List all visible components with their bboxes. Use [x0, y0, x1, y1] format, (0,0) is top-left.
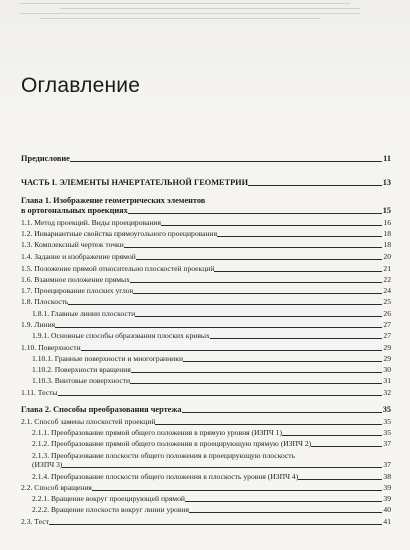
toc-entry-title: 1.4. Задание и изображение прямой: [21, 252, 136, 261]
toc-entry-page: 22: [383, 275, 391, 284]
toc-entry-page: 26: [383, 309, 391, 318]
leader-line: [248, 185, 382, 186]
toc-entry-title: в ортогональных проекциях: [21, 206, 128, 215]
toc-entry-title: 1.10.2. Поверхности вращения: [32, 365, 131, 374]
toc-entry-preface[interactable]: [21, 154, 391, 163]
toc-entry-title: 2.1.1. Преобразование прямой общего положения в прямую уровня (ИЗПЧ 1): [32, 428, 282, 437]
leader-line: [92, 490, 382, 491]
toc-entry-page: 30: [383, 365, 391, 374]
toc-entry[interactable]: [21, 218, 391, 227]
leader-line: [189, 512, 382, 513]
toc-entry[interactable]: [32, 439, 391, 448]
toc-entry-page: 15: [382, 206, 391, 215]
toc-entry[interactable]: [21, 252, 391, 261]
toc-entry-title: 1.11. Тесты: [21, 388, 58, 397]
toc-entry-part-1[interactable]: [21, 178, 391, 187]
toc-entry-page: 32: [383, 388, 391, 397]
toc-entry-title: 1.3. Комплексный чертеж точки: [21, 240, 124, 249]
toc-entry-page: 27: [383, 331, 391, 340]
toc-entry[interactable]: [32, 376, 391, 385]
toc-entry[interactable]: [21, 275, 391, 284]
leader-line: [130, 383, 382, 384]
toc-entry[interactable]: [32, 354, 391, 363]
toc-entry[interactable]: [32, 505, 391, 514]
toc-entry[interactable]: [21, 388, 391, 397]
toc-entry-chapter-1[interactable]: [21, 206, 391, 215]
leader-line: [131, 372, 383, 373]
toc-entry-title: 1.1. Метод проекций. Виды проецирования: [21, 218, 161, 227]
leader-line: [155, 424, 382, 425]
toc-entry-page: 16: [383, 218, 391, 227]
toc-entry-page: 29: [383, 354, 391, 363]
leader-line: [183, 361, 382, 362]
toc-entry-page: 24: [383, 286, 391, 295]
toc-entry-line1: 2.1.3. Преобразование плоскости общего положения в проецирующую плоскость: [32, 451, 296, 460]
leader-line: [282, 435, 382, 436]
leader-line: [70, 161, 382, 162]
toc-entry-page: 35: [383, 417, 391, 426]
toc-entry-title: 1.9. Линия: [21, 320, 56, 329]
leader-line: [214, 271, 382, 272]
toc-entry[interactable]: [21, 229, 391, 238]
leader-line: [81, 350, 383, 351]
leader-line: [136, 259, 383, 260]
leader-line: [311, 446, 382, 447]
toc-entry-chapter-2[interactable]: [21, 405, 391, 414]
leader-line: [49, 524, 383, 525]
toc-entry[interactable]: [32, 365, 391, 374]
toc-entry-title: 1.8.1. Главные линии плоскости: [32, 309, 136, 318]
toc-entry-page: 27: [383, 320, 391, 329]
toc-entry-page: 29: [383, 343, 391, 352]
leader-line: [55, 327, 382, 328]
toc-entry-title: 2.3. Тест: [21, 517, 49, 526]
toc-entry-page: 39: [383, 483, 391, 492]
leader-line: [161, 225, 382, 226]
toc-entry[interactable]: [21, 240, 391, 249]
toc-entry-title: 1.7. Проецирование плоских углов: [21, 286, 134, 295]
toc-entry-page: 20: [383, 252, 391, 261]
toc-entry[interactable]: [32, 460, 391, 469]
toc-entry-title: 2.2. Способ вращения: [21, 483, 92, 492]
toc-entry-title: 2.1. Способ замены плоскостей проекций: [21, 417, 156, 426]
toc-entry-page: 11: [383, 154, 391, 163]
toc-entry[interactable]: [21, 320, 391, 329]
leader-line: [298, 479, 382, 480]
toc-entry-title: 2.1.2. Преобразование прямой общего положения в проецирующую прямую (ИЗПЧ 2): [32, 439, 312, 448]
toc-entry-page: 25: [383, 297, 391, 306]
toc-entry-title: Глава 2. Способы преобразования чертежа: [21, 405, 182, 414]
leader-line: [68, 304, 382, 305]
toc-entry[interactable]: [32, 309, 391, 318]
leader-line: [128, 213, 382, 214]
toc-entry-title: (ИЗПЧ 3): [32, 460, 63, 469]
toc-entry[interactable]: [32, 428, 391, 437]
toc-entry-title: 1.6. Взаимное положение прямых: [21, 275, 130, 284]
toc-entry-page: 39: [383, 494, 391, 503]
leader-line: [210, 338, 383, 339]
toc-entry[interactable]: [21, 343, 391, 352]
toc-entry-title: ЧАСТЬ I. ЭЛЕМЕНТЫ НАЧЕРТАТЕЛЬНОЙ ГЕОМЕТРИИ: [21, 178, 249, 187]
leader-line: [217, 236, 382, 237]
leader-line: [124, 247, 383, 248]
toc-entry-title: 2.2.1. Вращение вокруг проецирующей прямой: [32, 494, 185, 503]
toc-entry-title: 2.1.4. Преобразование плоскости общего положения в плоскость уровня (ИЗПЧ 4): [32, 472, 299, 481]
toc-entry-chapter-1-line1: Глава 1. Изображение геометрических элементов: [21, 196, 206, 205]
toc-entry-page: 21: [383, 264, 391, 273]
toc-entry-title: 1.10.1. Гранные поверхности и многогранники: [32, 354, 184, 363]
toc-entry[interactable]: [21, 264, 391, 273]
toc-entry[interactable]: [32, 472, 391, 481]
toc-entry-page: 37: [383, 460, 391, 469]
toc-entry-title: 1.10. Поверхности: [21, 343, 81, 352]
leader-line: [135, 316, 382, 317]
leader-line: [58, 395, 383, 396]
toc-entry-title: 1.10.3. Винтовые поверхности: [32, 376, 131, 385]
toc-entry-page: 35: [383, 428, 391, 437]
bleed-through-text: [0, 0, 410, 22]
toc-entry-page: 38: [383, 472, 391, 481]
toc-entry[interactable]: [21, 483, 391, 492]
leader-line: [133, 293, 382, 294]
toc-entry-page: 40: [383, 505, 391, 514]
toc-entry-page: 35: [382, 405, 391, 414]
leader-line: [62, 467, 382, 468]
toc-entry-title: 1.5. Положение прямой относительно плоскостей проекций: [21, 264, 215, 273]
leader-line: [130, 282, 382, 283]
toc-entry[interactable]: [21, 417, 391, 426]
toc-entry-page: 41: [383, 517, 391, 526]
toc-entry[interactable]: [21, 297, 391, 306]
toc-entry[interactable]: [32, 331, 391, 340]
toc-entry-page: 31: [383, 376, 391, 385]
toc-entry-title: 1.2. Инвариантные свойства прямоугольного проецирования: [21, 229, 218, 238]
toc-entry-title: 2.2.2. Вращение плоскости вокруг линии уровня: [32, 505, 189, 514]
toc-entry-page: 37: [383, 439, 391, 448]
leader-line: [185, 501, 382, 502]
page-title: Оглавление: [21, 74, 141, 97]
toc-entry-page: 18: [383, 240, 391, 249]
toc-entry[interactable]: [21, 286, 391, 295]
toc-entry[interactable]: [21, 517, 391, 526]
leader-line: [182, 412, 382, 413]
toc-entry-title: 1.8. Плоскость: [21, 297, 69, 306]
toc-entry-title: 1.9.1. Основные способы образования плоских кривых: [32, 331, 210, 340]
toc-entry-page: 18: [383, 229, 391, 238]
toc-entry-title: Предисловие: [21, 154, 70, 163]
toc-entry[interactable]: [32, 494, 391, 503]
toc-entry-page: 13: [382, 178, 391, 187]
